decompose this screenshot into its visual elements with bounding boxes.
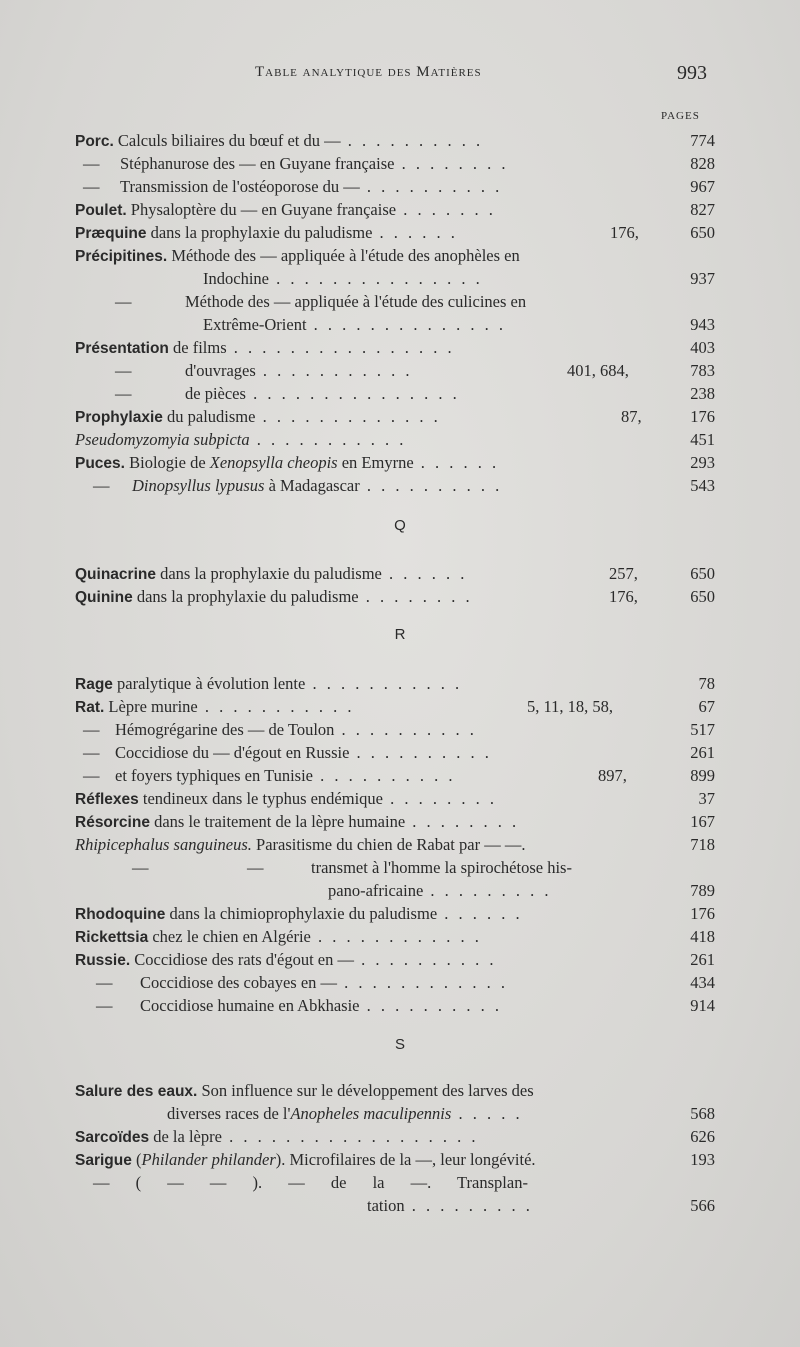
- entry-text: en Emyrne: [337, 453, 414, 472]
- leader-dots: . . . . . . . . . . . . . . . . . .: [221, 1127, 479, 1146]
- leader-dots: . . . . . .: [381, 564, 468, 583]
- entry-text: — ( — — ). — de la —. Transplan-: [93, 1173, 528, 1192]
- dash: —: [83, 154, 100, 173]
- entry-text: Biologie de: [124, 453, 210, 472]
- leader-dots: . . . . . . . . . . . .: [310, 927, 482, 946]
- index-entry-quinine: [75, 587, 715, 609]
- index-entry-porc-sub: [75, 177, 715, 199]
- entry-keyword: Prophylaxie: [75, 409, 163, 426]
- page-ref: 828: [690, 154, 715, 173]
- leader-dots: . . . . . .: [437, 904, 523, 923]
- dash: —: [83, 766, 100, 785]
- dash: —: [115, 384, 132, 403]
- leader-dots: . . . . . .: [413, 453, 500, 472]
- entry-keyword: Précipitines.: [75, 248, 168, 265]
- entry-keyword: Rage: [75, 676, 113, 693]
- entry-keyword: Quinine: [75, 589, 133, 606]
- page-ref: 943: [690, 315, 715, 334]
- entry-italic: Philander philander: [141, 1150, 276, 1169]
- entry-text: Lèpre murine: [104, 697, 198, 716]
- entry-keyword: Rat.: [75, 699, 105, 716]
- index-entry-pseudomyzomyia: [75, 430, 715, 452]
- page-ref: 193: [690, 1150, 715, 1169]
- page-ref-secondary: 897,: [598, 766, 627, 785]
- entry-keyword: Résorcine: [75, 814, 150, 831]
- entry-text: dans la prophylaxie du paludisme: [146, 223, 373, 242]
- leader-dots: . . . . . .: [372, 223, 458, 242]
- entry-text: de la lèpre: [149, 1127, 222, 1146]
- entry-keyword: Rickettsia: [75, 929, 149, 946]
- page-ref: 67: [698, 697, 715, 716]
- index-entry-russie-sub: [75, 996, 715, 1018]
- index-entry-sarigue: [75, 1150, 715, 1172]
- leader-dots: . . . . . . . . . .: [340, 131, 484, 150]
- index-entry-rat: [75, 697, 715, 719]
- index-entry-prophylaxie: [75, 407, 715, 429]
- leader-dots: . . . . . . . . . .: [359, 476, 503, 495]
- page-ref-secondary: 257,: [609, 564, 638, 583]
- index-entry-presentation: [75, 338, 715, 360]
- entry-keyword: Præquine: [75, 225, 147, 242]
- entry-text: Transmission de l'ostéoporose du —: [120, 177, 360, 196]
- dash: —: [83, 720, 100, 739]
- index-entry-russie-sub: [75, 973, 715, 995]
- page-ref: 517: [690, 720, 715, 739]
- leader-dots: . . . . . . . .: [358, 587, 473, 606]
- entry-text: tendineux dans le typhus endémique: [138, 789, 384, 808]
- leader-dots: . . . . . . . .: [405, 812, 520, 831]
- entry-text: de films: [168, 338, 227, 357]
- entry-text: et foyers typhiques en Tunisie: [115, 766, 313, 785]
- leader-dots: . . . . . . . . . .: [349, 743, 492, 762]
- dash: —: [132, 858, 149, 877]
- page-ref-secondary: 176,: [609, 587, 638, 606]
- entry-text: Calculs biliaires du bœuf et du —: [113, 131, 341, 150]
- dash: —: [96, 996, 113, 1015]
- entry-keyword: Salure des eaux.: [75, 1083, 198, 1100]
- index-entry-rhodoquine: [75, 904, 715, 926]
- index-entry-sarcoides: [75, 1127, 715, 1149]
- index-entry-quinacrine: [75, 564, 715, 586]
- index-entry-rage: [75, 674, 715, 696]
- index-entry-rhipicephalus-sub: [75, 858, 715, 880]
- entry-text: chez le chien en Algérie: [148, 927, 311, 946]
- page-ref: 167: [690, 812, 715, 831]
- index-entry-presentation-sub: [75, 384, 715, 406]
- index-entry-continuation: [75, 1104, 715, 1126]
- page-ref: 37: [698, 789, 715, 808]
- page-ref: 650: [690, 587, 715, 606]
- leader-dots: . . . . . . .: [396, 200, 496, 219]
- index-entry-rat-sub: [75, 743, 715, 765]
- pages-column-label: PAGES: [661, 110, 700, 122]
- entry-text: dans la prophylaxie du paludisme: [155, 564, 382, 583]
- index-entry-puces-sub: [75, 476, 715, 498]
- entry-text: du paludisme: [162, 407, 256, 426]
- entry-text: Méthode des — appliquée à l'étude des culicines en: [185, 292, 527, 311]
- page-ref: 789: [690, 881, 715, 900]
- index-entry-continuation: [75, 269, 715, 291]
- page-ref: 650: [690, 564, 715, 583]
- section-letter-q: Q: [394, 517, 406, 534]
- index-entry-rickettsia: [75, 927, 715, 949]
- leader-dots: . . . . . . . .: [383, 789, 498, 808]
- entry-italic: Xenopsylla cheopis: [209, 453, 338, 472]
- entry-keyword: Quinacrine: [75, 566, 156, 583]
- entry-text: d'ouvrages: [185, 361, 256, 380]
- page-ref: 261: [690, 950, 715, 969]
- page-ref: 176: [690, 904, 715, 923]
- leader-dots: . . . . . . . . . . . . . .: [306, 315, 507, 334]
- index-entry-precipitines-sub: [75, 292, 715, 314]
- index-entry-praequine: [75, 223, 715, 245]
- page-ref: 78: [698, 674, 715, 693]
- entry-text: (: [131, 1150, 142, 1169]
- page-ref: 403: [690, 338, 715, 357]
- entry-text: Coccidiose du — d'égout en Russie: [115, 743, 350, 762]
- leader-dots: . . . . . . . . . . . . . . .: [268, 269, 483, 288]
- dash: —: [93, 476, 110, 495]
- leader-dots: . . . . . . . . . .: [359, 177, 503, 196]
- leader-dots: . . . . . . . . .: [404, 1196, 533, 1215]
- leader-dots: . . . . . . . . . . . .: [337, 973, 509, 992]
- index-entry-continuation: [75, 315, 715, 337]
- entry-text: Extrême-Orient: [203, 315, 307, 334]
- entry-text: de pièces: [185, 384, 246, 403]
- entry-text: Coccidiose des rats d'égout en —: [130, 950, 354, 969]
- entry-keyword: Réflexes: [75, 791, 139, 808]
- section-letter-s: S: [394, 1036, 405, 1053]
- entry-text: dans le traitement de la lèpre humaine: [149, 812, 406, 831]
- entry-text: diverses races de: [167, 1104, 283, 1123]
- entry-text: Indochine: [203, 269, 269, 288]
- entry-keyword: Russie.: [75, 952, 131, 969]
- entry-text: dans la chimioprophylaxie du paludisme: [165, 904, 438, 923]
- page-ref-secondary: 87,: [621, 407, 642, 426]
- leader-dots: . . . . . . . . . .: [359, 996, 502, 1015]
- entry-text: Physaloptère du — en Guyane française: [126, 200, 397, 219]
- entry-text: Coccidiose humaine en Abkhasie: [140, 996, 360, 1015]
- entry-italic: Rhipicephalus sanguineus.: [75, 835, 252, 854]
- dash: —: [83, 743, 100, 762]
- page-ref-secondary: 401, 684,: [567, 361, 629, 380]
- page-ref: 783: [690, 361, 715, 380]
- leader-dots: . . . . . . . .: [394, 154, 509, 173]
- dash: —: [247, 858, 264, 877]
- index-entry-poulet: [75, 200, 715, 222]
- entry-text: Stéphanurose des — en Guyane française: [120, 154, 395, 173]
- leader-dots: . . . . . . . . . . . . . . .: [245, 384, 460, 403]
- dash: —: [96, 973, 113, 992]
- leader-dots: . . . . . . . . . . .: [249, 430, 407, 449]
- entry-text: tation: [367, 1196, 405, 1215]
- page-ref: 293: [690, 453, 715, 472]
- section-letter-r: R: [394, 626, 406, 643]
- entry-text: dans la prophylaxie du paludisme: [132, 587, 359, 606]
- entry-text: Son influence sur le développement des larves des: [197, 1081, 534, 1100]
- page-ref-secondary: 176,: [610, 223, 639, 242]
- running-title: Table analytique des Matières: [255, 64, 482, 80]
- leader-dots: . . . . . . . . . .: [353, 950, 497, 969]
- index-entry-porc-sub: [75, 154, 715, 176]
- entry-text: l': [282, 1104, 291, 1123]
- entry-keyword: Porc.: [75, 133, 114, 150]
- index-entry-reflexes: [75, 789, 715, 811]
- entry-text: à Madagascar: [264, 476, 360, 495]
- page-ref: 566: [690, 1196, 715, 1215]
- entry-text: Hémogrégarine des — de Toulon: [115, 720, 335, 739]
- entry-text: Coccidiose des cobayes en —: [140, 973, 338, 992]
- page-ref: 418: [690, 927, 715, 946]
- index-entry-resorcine: [75, 812, 715, 834]
- entry-italic: Anopheles maculipennis: [290, 1104, 452, 1123]
- page-ref: 238: [690, 384, 715, 403]
- page-ref: 543: [690, 476, 715, 495]
- leader-dots: . . . . . . . . .: [423, 881, 552, 900]
- page-ref: 451: [690, 430, 715, 449]
- entry-text: ). Microfilaires de la —, leur longévité.: [275, 1150, 536, 1169]
- entry-text: pano-africaine: [328, 881, 424, 900]
- entry-text: Parasitisme du chien de Rabat par — —.: [251, 835, 526, 854]
- index-entry-porc: [75, 131, 715, 153]
- dash: —: [115, 361, 132, 380]
- entry-keyword: Présentation: [75, 340, 169, 357]
- page-number: 993: [677, 62, 707, 84]
- page-ref: 176: [690, 407, 715, 426]
- leader-dots: . . . . . . . . . . .: [255, 361, 413, 380]
- entry-italic: Dinopsyllus lypusus: [132, 476, 265, 495]
- index-entry-precipitines: [75, 246, 715, 268]
- page-ref: 650: [690, 223, 715, 242]
- entry-text: Méthode des — appliquée à l'étude des anophèles en: [167, 246, 520, 265]
- index-entry-puces: [75, 453, 715, 475]
- leader-dots: . . . . . . . . . . .: [305, 674, 463, 693]
- entry-keyword: Sarcoïdes: [75, 1129, 150, 1146]
- entry-italic: Pseudomyzomyia subpicta: [75, 430, 250, 449]
- page-ref: 261: [690, 743, 715, 762]
- index-entry-continuation: [75, 1196, 715, 1218]
- leader-dots: . . . . . . . . . . . . .: [255, 407, 441, 426]
- leader-dots: . . . . . . . . . . .: [197, 697, 355, 716]
- page-ref: 626: [690, 1127, 715, 1146]
- leader-dots: . . . . .: [451, 1104, 523, 1123]
- entry-text: transmet à l'homme la spirochétose his-: [311, 858, 572, 877]
- page-ref-secondary: 5, 11, 18, 58,: [527, 697, 614, 716]
- page-ref: 914: [690, 996, 715, 1015]
- index-entry-sarigue-sub: [75, 1173, 715, 1195]
- entry-keyword: Poulet.: [75, 202, 127, 219]
- entry-keyword: Puces.: [75, 455, 125, 472]
- index-entry-presentation-sub: [75, 361, 715, 383]
- index-entry-russie: [75, 950, 715, 972]
- leader-dots: . . . . . . . . . .: [334, 720, 477, 739]
- page-ref: 718: [690, 835, 715, 854]
- entry-keyword: Sarigue: [75, 1152, 132, 1169]
- page-ref: 434: [690, 973, 715, 992]
- entry-text: paralytique à évolution lente: [112, 674, 306, 693]
- page-ref: 967: [690, 177, 715, 196]
- page-ref: 827: [690, 200, 715, 219]
- page-ref: 899: [690, 766, 715, 785]
- page-ref: 568: [690, 1104, 715, 1123]
- index-entry-rhipicephalus: [75, 835, 715, 857]
- page-ref: 774: [690, 131, 715, 150]
- index-entry-rat-sub: [75, 720, 715, 742]
- index-entry-salure: [75, 1081, 715, 1103]
- index-entry-rat-sub: [75, 766, 715, 788]
- entry-keyword: Rhodoquine: [75, 906, 166, 923]
- index-entry-continuation: [75, 881, 715, 903]
- leader-dots: . . . . . . . . . .: [313, 766, 456, 785]
- page-ref: 937: [690, 269, 715, 288]
- dash: —: [115, 292, 132, 311]
- dash: —: [83, 177, 100, 196]
- leader-dots: . . . . . . . . . . . . . . . .: [226, 338, 455, 357]
